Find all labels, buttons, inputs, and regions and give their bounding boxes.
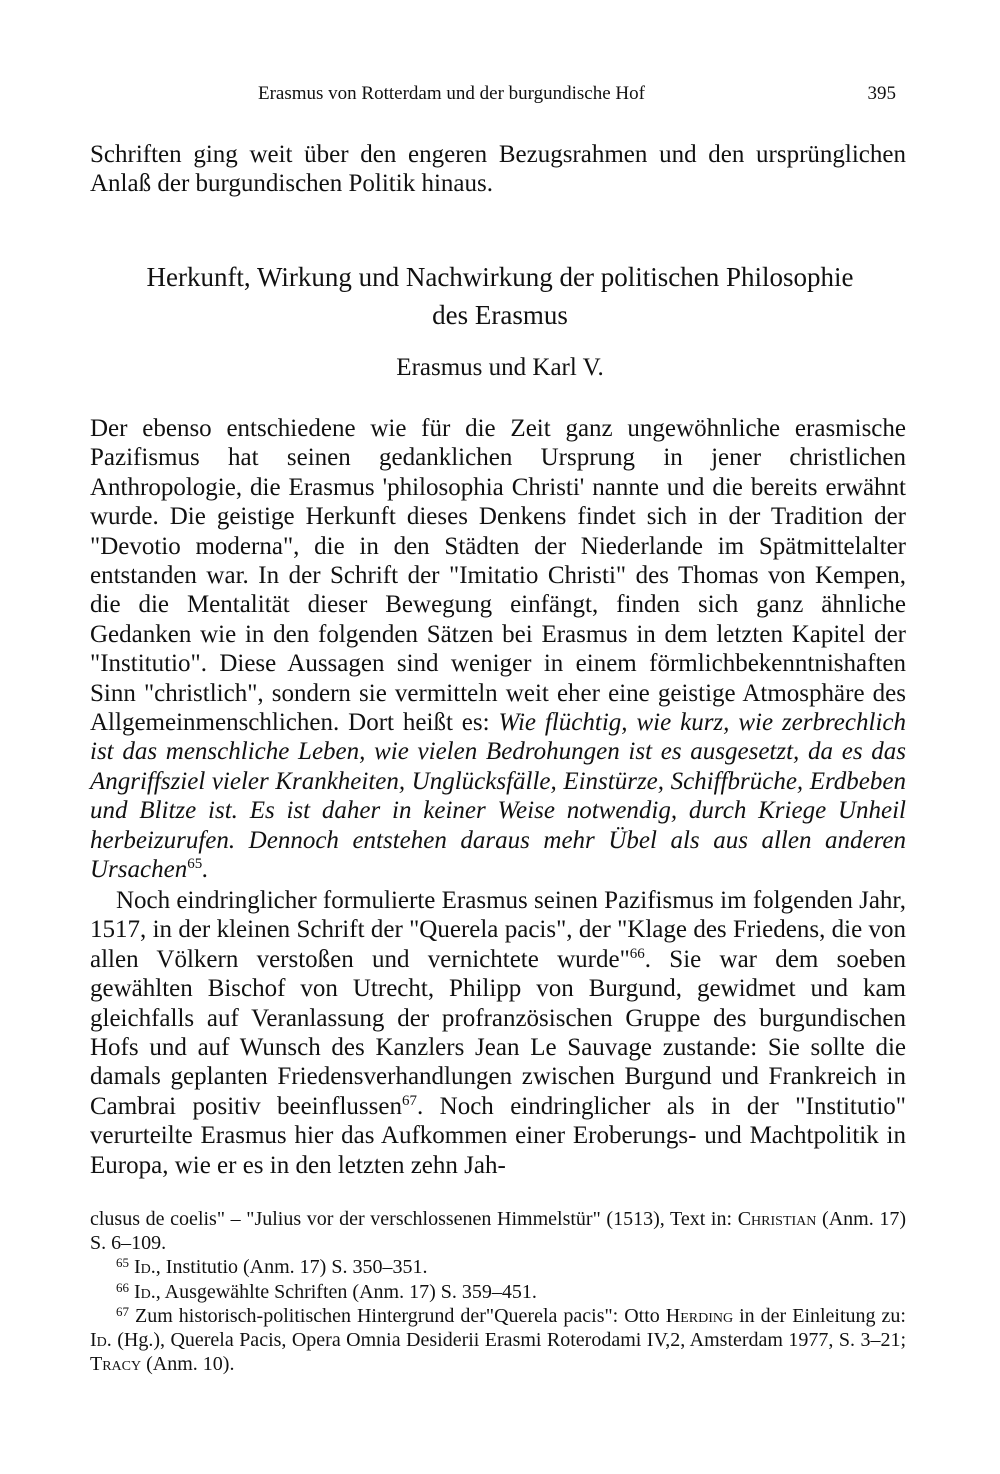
paragraph-2-text-b: . Sie war dem soeben gewählten Bischof von Utrecht, Philipp von Burgund, gewidmet und kam gleichfalls auf Veranlassung der profranzösischen Gruppe des burgundischen Hofs und auf Wunsch des Kanzlers Jean Le Sauvage zustande: Sie sollte die damals geplanten Friedensverhandlungen zwischen Burgund und Frankreich in Cambrai positiv beeinflussen	[90, 945, 906, 1120]
footnote-66: $^{66}$ Id., Ausgewählte Schriften (Anm. 17) S. 359–451.	[116, 1279, 537, 1303]
section-heading-line-1: Herkunft, Wirkung und Nachwirkung der politischen Philosophie	[146, 262, 854, 292]
paragraph-1-text: Der ebenso entschiedene wie für die Zeit ganz ungewöhnliche erasmische Pazifismus hat seinen gedanklichen Ursprung in jener christlichen Anthropologie, die Erasmus 'philosophia Christi' nannte und die bereits erwähnt wurde. Die geistige Herkunft dieses Denkens findet sich in der Tradition der "Devotio moderna", die in den Städten der Niederlande im Spätmittelalter entstanden war. In der Schrift der "Imitatio Christi" des Thomas von Kempen, die die Mentalität dieser Bewegung einfängt, finden sich ganz ähnliche Gedanken wie in den folgenden Sätzen bei Erasmus in dem letzten Kapitel der "Institutio". Diese Aussagen sind weniger in einem förmlichbekenntnishaften Sinn "christlich", sondern sie vermitteln weit eher eine geistige Atmosphäre des Allgemeinmenschlichen. Dort heißt es:	[90, 415, 906, 737]
paragraph-1-quote: Wie flüchtig, wie kurz, wie zerbrechlich ist das menschliche Leben, wie vielen Bedrohungen ist es ausgesetzt, da es das Angriffsziel vieler Krankheiten, Unglücksfälle, Einstürze, Schiffbrüche, Erdbeben und Blitze ist. Es ist daher in keiner Weise notwendig, durch Kriege Unheil herbeizurufen. Dennoch entstehen daraus mehr Übel als aus allen anderen Ursachen	[90, 709, 906, 884]
paragraph-1-end: .	[202, 856, 209, 884]
footnote-ref-65: 65	[187, 856, 203, 873]
footnote-65: $^{65}$ Id., Institutio (Anm. 17) S. 350–351.	[116, 1255, 428, 1279]
intro-text: Schriften ging weit über den engeren Bezugsrahmen und den ursprünglichen Anlaß der burgundischen Politik hinaus.	[90, 141, 906, 198]
running-title: Erasmus von Rotterdam und der burgundische Hof	[258, 83, 645, 104]
page-number: 395	[867, 83, 896, 104]
paragraph-2	[90, 886, 906, 1180]
intro-paragraph	[90, 140, 906, 199]
footnote-67: $^{67}$ Zum historisch-politischen Hintergrund der"Querela pacis": Otto Herding in der Einleitung zu: Id. (Hg.), Querela Pacis, Opera Omnia Desiderii Erasmi Roterodami IV,2, Amsterdam 1977, S. 3–21; Tracy (Anm. 10).	[90, 1303, 906, 1376]
section-subheading: Erasmus und Karl V.	[396, 354, 604, 381]
section-heading	[90, 258, 910, 334]
footnotes	[90, 1207, 906, 1376]
section-heading-line-2: des Erasmus	[432, 300, 568, 330]
footnote-continuation: clusus de coelis" – "Julius vor der verschlossenen Himmelstür" (1513), Text in: Christian (Anm. 17) S. 6–109.	[90, 1208, 907, 1255]
paragraph-1	[90, 414, 906, 885]
footnote-ref-66: 66	[629, 945, 645, 962]
footnote-ref-67: 67	[401, 1092, 417, 1109]
paragraph-2-text-a: Noch eindringlicher formulierte Erasmus seinen Pazifismus im folgenden Jahr, 1517, in der kleinen Schrift der "Querela pacis", der "Klage des Friedens, die von allen Völkern verstoßen und vernichtete wurde"	[90, 887, 906, 973]
paragraph-2-text-c: . Noch eindringlicher als in der "Institutio" verurteilte Erasmus hier das Aufkommen einer Eroberungs- und Machtpolitik in Europa, wie er es in den letzten zehn Jah-	[90, 1092, 906, 1179]
